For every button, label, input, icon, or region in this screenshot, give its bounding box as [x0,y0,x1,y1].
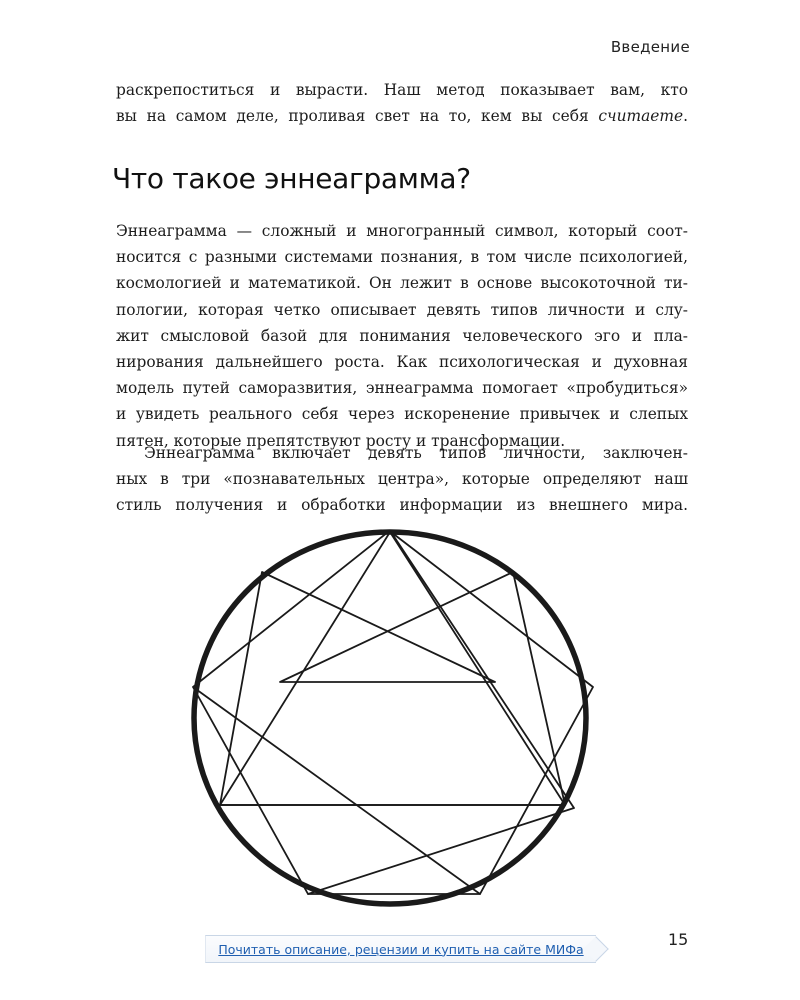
intro-line-last [116,103,688,129]
paragraph-line: пологии, которая четко описывает девять типов личности и слу- [116,300,688,319]
paragraph-1 [116,218,688,454]
paragraph-line: и увидеть реального себя через искоренение привычек и слепых [116,405,688,424]
intro-paragraph [116,77,688,129]
paragraph-line: Эннеаграмма — сложный и многогранный символ, который соот- [116,222,688,240]
section-title: Что такое эннеаграмма? [112,162,471,195]
buy-link-box[interactable] [205,935,596,963]
intro-line-text: вы на самом деле, проливая свет на то, кем вы себя [116,107,589,126]
enneagram-circle [194,532,586,904]
paragraph-2 [116,440,688,519]
enneagram-icon [180,520,620,920]
paragraph-line: модель путей саморазвития, эннеаграмма помогает «пробудиться» [116,379,688,398]
paragraph-line: Эннеаграмма включает девять типов личности, заключен- [144,444,688,462]
paragraph-line: нирования дальнейшего роста. Как психологическая и духовная [116,353,688,372]
paragraph-line: ных в три «познавательных центра», которые определяют наш [116,470,688,489]
intro-emphasis: считаете [598,107,684,126]
paragraph-line: носится с разными системами познания, в том числе психологией, [116,248,688,267]
enneagram-figure [180,520,620,924]
running-head: Введение [610,38,690,56]
paragraph-line: стиль получения и обработки информации из внешнего мира. [116,496,688,515]
paragraph-line: пятен, которые препятствуют росту и трансформации. [116,431,566,450]
page-number: 15 [668,930,689,949]
buy-link[interactable]: Почитать описание, рецензии и купить на сайте МИФа [218,941,584,957]
paragraph-line: космологией и математикой. Он лежит в основе высокоточной ти- [116,274,688,293]
intro-end: . [683,107,688,126]
intro-line: раскрепоститься и вырасти. Наш метод показывает вам, кто [116,81,688,99]
paragraph-line: жит смысловой базой для понимания человеческого эго и пла- [116,326,688,345]
enneagram-hexad [220,572,565,805]
